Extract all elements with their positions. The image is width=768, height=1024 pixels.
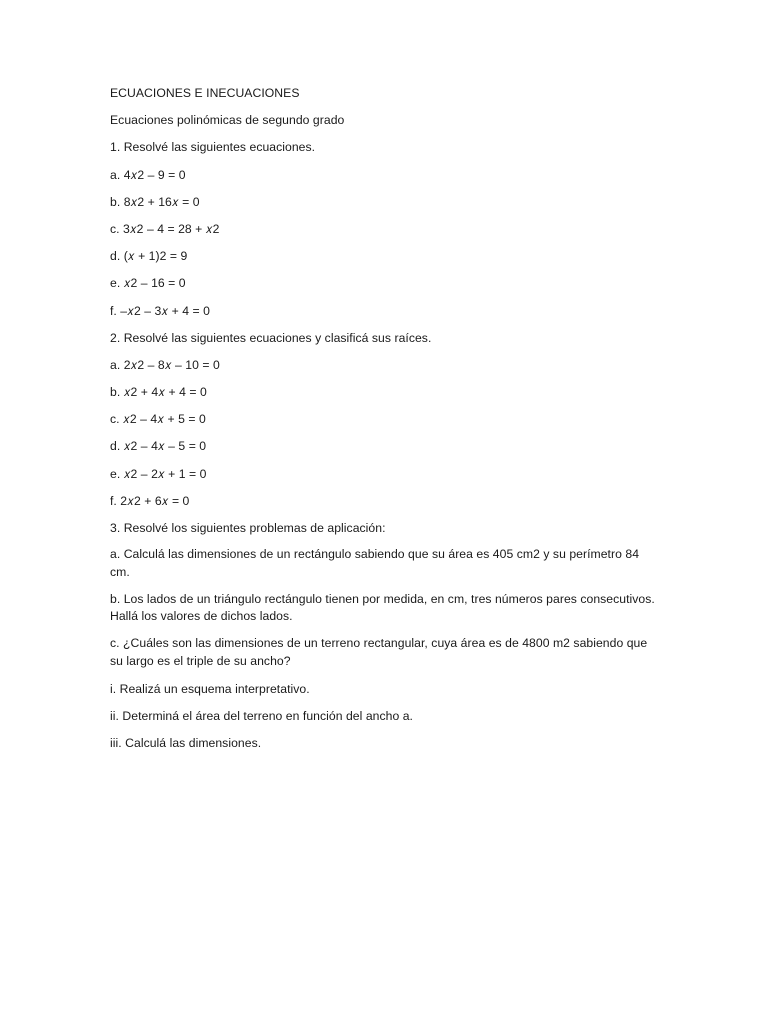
problem-3a: a. Calculá las dimensiones de un rectángulo sabiendo que su área es 405 cm2 y su perímetro 84 cm. — [110, 547, 640, 579]
exercise-2d: d. 𝑥2 – 4𝑥 – 5 = 0 — [110, 439, 207, 454]
problem-3c-sub-ii: ii. Determiná el área del terreno en función del ancho a. — [110, 709, 413, 724]
exercise-2b: b. 𝑥2 + 4𝑥 + 4 = 0 — [110, 385, 207, 400]
document-title: ECUACIONES E INECUACIONES — [110, 86, 300, 100]
exercise-1a: a. 4𝑥2 – 9 = 0 — [110, 167, 186, 182]
exercise-1e: e. 𝑥2 – 16 = 0 — [110, 276, 186, 291]
exercise-2e: e. 𝑥2 – 2𝑥 + 1 = 0 — [110, 466, 207, 481]
exercise-2a: a. 2𝑥2 – 8𝑥 – 10 = 0 — [110, 357, 220, 372]
exercise-2f: f. 2𝑥2 + 6𝑥 = 0 — [110, 493, 190, 508]
section-3-heading: 3. Resolvé los siguientes problemas de aplicación: — [110, 521, 386, 535]
document-subtitle: Ecuaciones polinómicas de segundo grado — [110, 113, 345, 128]
section-2-heading: 2. Resolvé las siguientes ecuaciones y clasificá sus raíces. — [110, 330, 432, 345]
problem-3b: b. Los lados de un triángulo rectángulo tienen por medida, en cm, tres números pares consecutivos. Hallá los valores de dichos lados. — [110, 591, 655, 624]
exercise-2c: c. 𝑥2 – 4𝑥 + 5 = 0 — [110, 412, 206, 427]
document-page — [110, 84, 655, 762]
exercise-1c: c. 3𝑥2 – 4 = 28 + 𝑥2 — [110, 221, 220, 236]
exercise-1f: f. –𝑥2 – 3𝑥 + 4 = 0 — [110, 303, 210, 318]
problem-3c-sub-i: i. Realizá un esquema interpretativo. — [110, 681, 310, 696]
exercise-1d: d. (𝑥 + 1)2 = 9 — [110, 249, 188, 264]
section-1-heading: 1. Resolvé las siguientes ecuaciones. — [110, 140, 316, 155]
problem-3c: c. ¿Cuáles son las dimensiones de un terreno rectangular, cuya área es de 4800 m2 sabiendo que su largo es el triple de su ancho? — [110, 636, 648, 668]
exercise-1b: b. 8𝑥2 + 16𝑥 = 0 — [110, 194, 200, 209]
problem-3c-sub-iii: iii. Calculá las dimensiones. — [110, 736, 262, 751]
